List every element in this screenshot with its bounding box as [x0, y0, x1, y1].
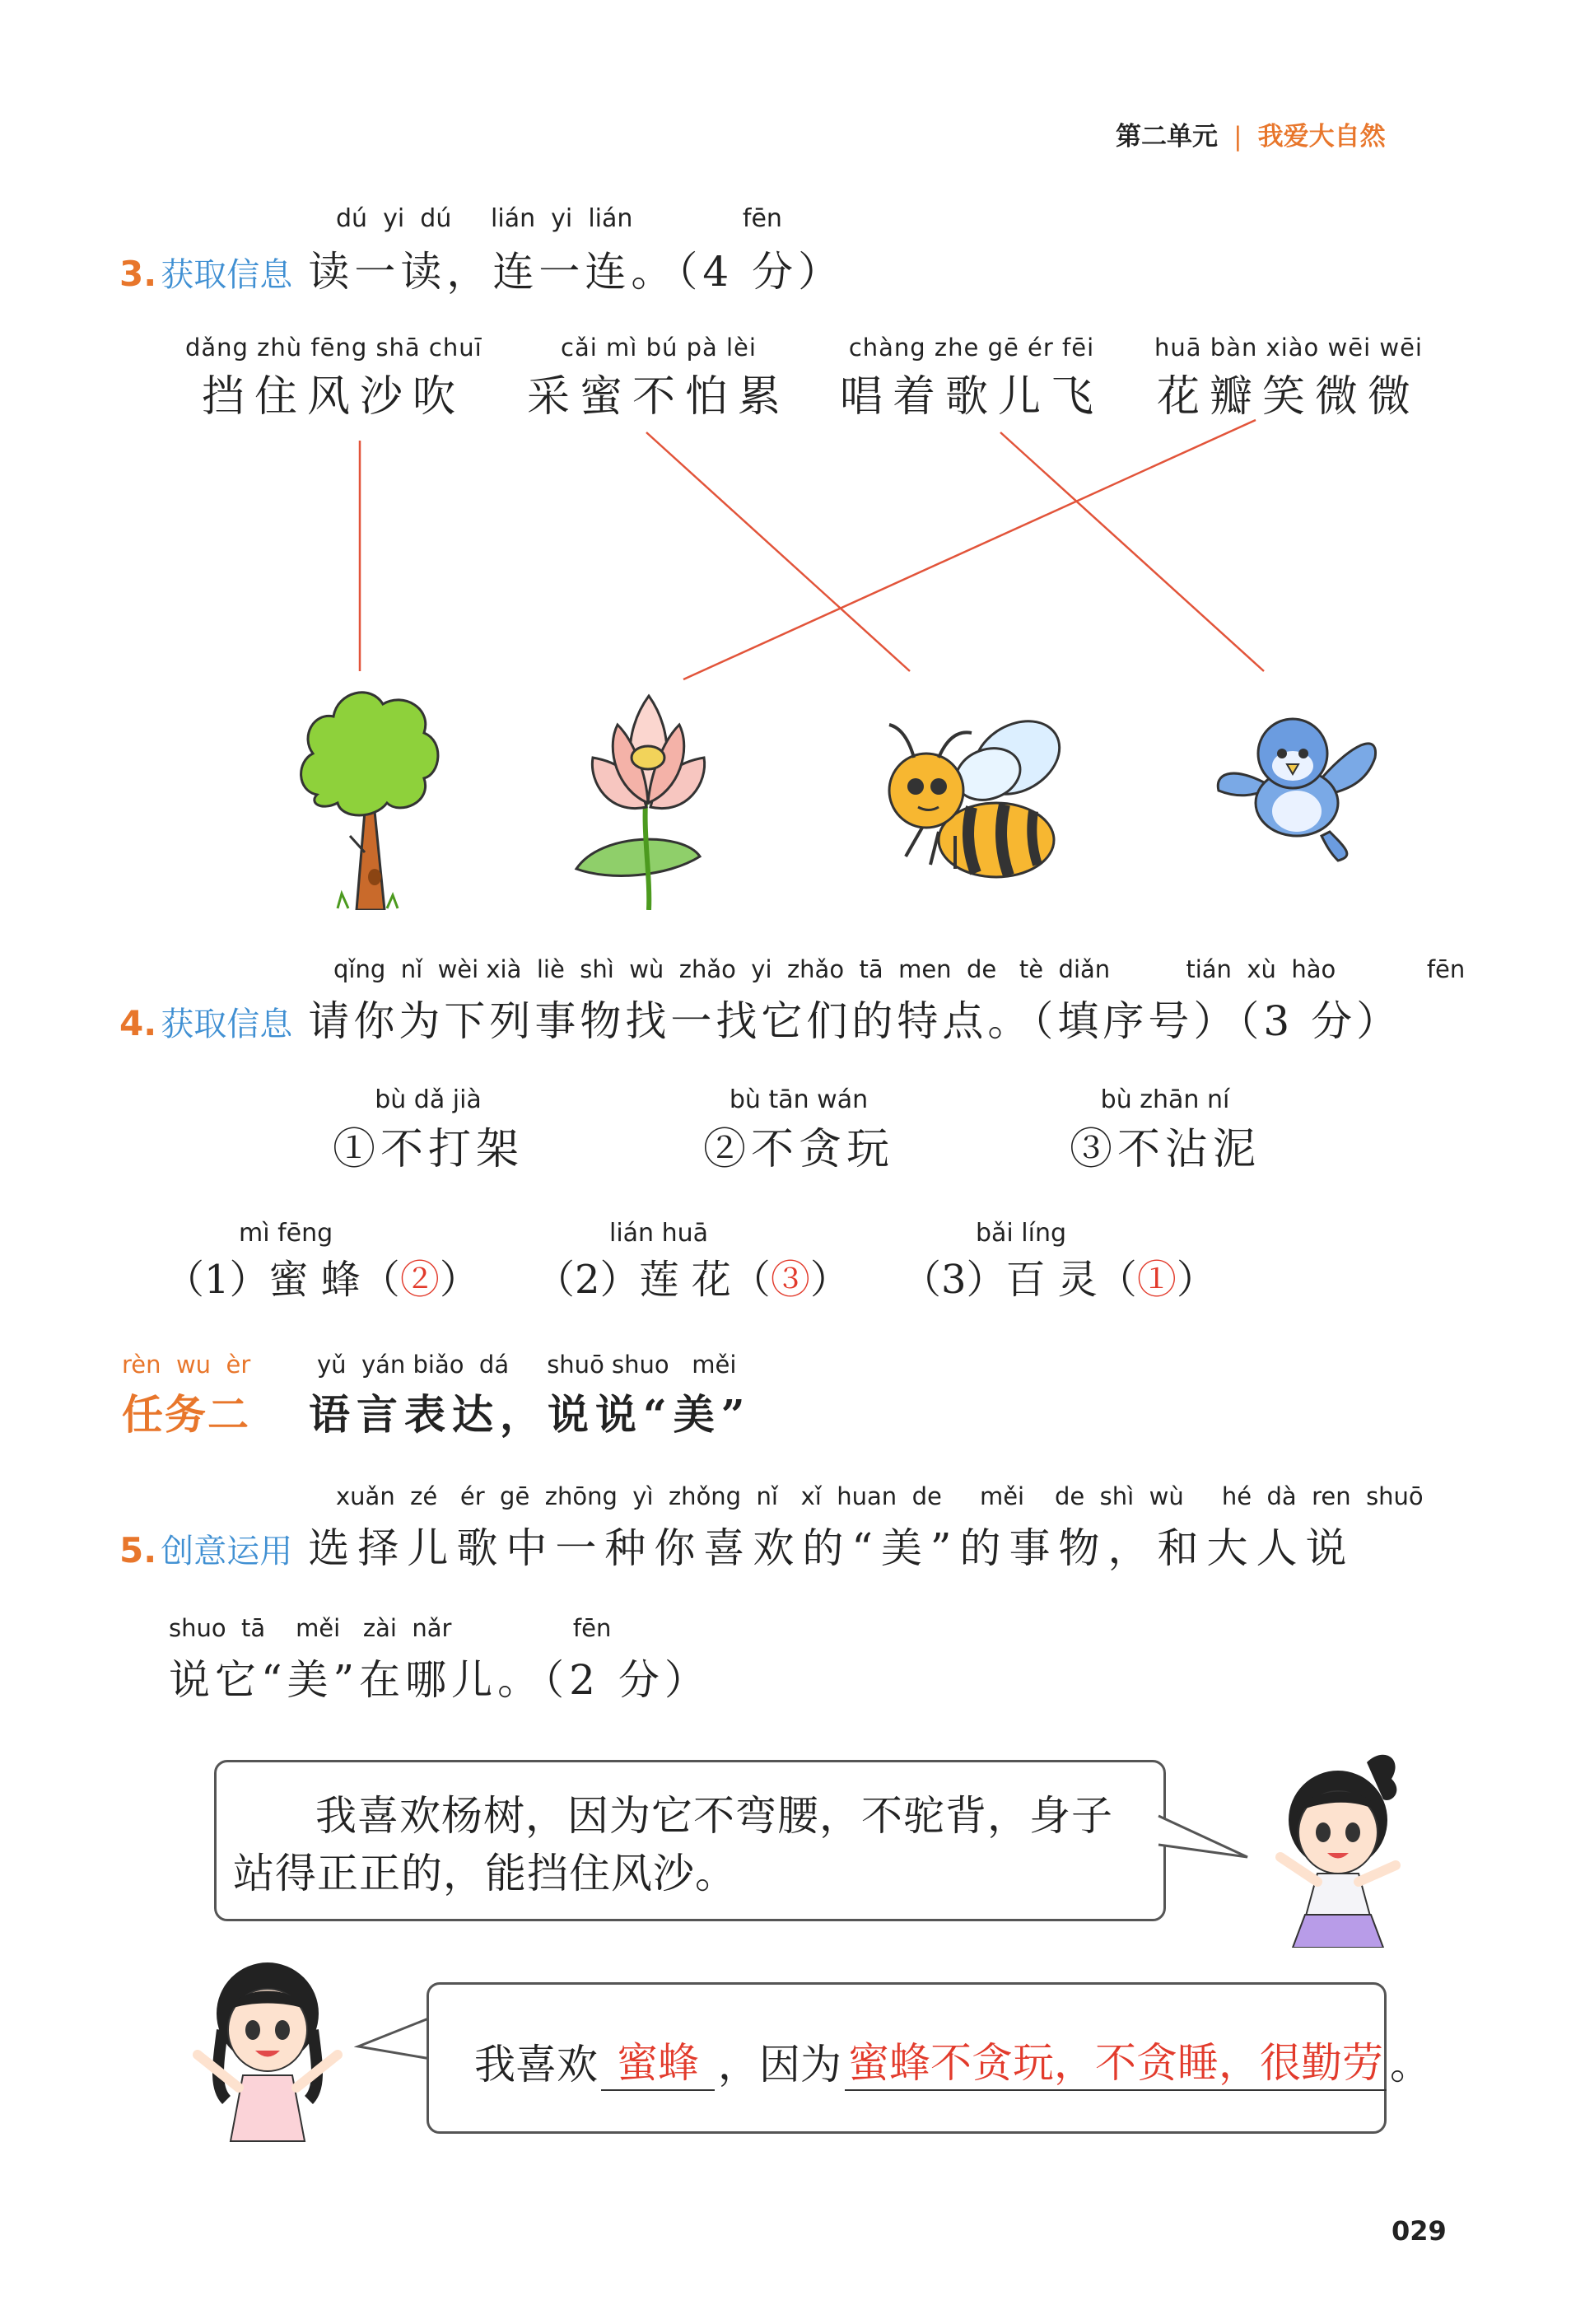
q5-number: 5.	[119, 1530, 157, 1570]
item-1-pinyin: mì fēng	[239, 1219, 333, 1248]
item-2-pinyin: lián huā	[609, 1219, 709, 1248]
q4-heading	[119, 988, 1401, 1048]
q3-number: 3.	[119, 254, 157, 294]
unit-theme: 我爱大自然	[1257, 122, 1386, 152]
tree-icon	[292, 671, 445, 910]
q5-text-2: 说它“美”在哪儿。（2 分）	[169, 1656, 711, 1704]
option-1-pinyin: bù dǎ jià	[375, 1085, 482, 1114]
example-bubble-tail	[1157, 1808, 1256, 1874]
phrase-4-pinyin: huā bàn xiào wēi wēi	[1154, 334, 1423, 362]
line-phrase4-lotus	[683, 420, 1256, 679]
item-3-pinyin: bǎi líng	[976, 1219, 1067, 1248]
line-phrase2-bee	[646, 432, 910, 671]
q4-tag: 获取信息	[161, 1006, 293, 1043]
line-phrase3-bird	[1000, 432, 1264, 671]
q5-pinyin-2: shuo tā měi zài nǎr fēn	[169, 1614, 612, 1642]
answer-bubble-tail	[354, 2014, 432, 2071]
answer-bubble	[427, 1982, 1431, 2134]
page-number: 029	[1392, 2215, 1447, 2247]
lotus-icon	[568, 692, 758, 910]
q3-tag: 获取信息	[161, 256, 293, 294]
q4-option-3	[1042, 1085, 1289, 1176]
girl-avatar-right	[1260, 1742, 1416, 1948]
task2-sub-pinyin: yǔ yán biǎo dá shuō shuo měi	[317, 1351, 737, 1379]
q5-heading	[119, 1515, 1355, 1575]
phrase-2-pinyin: cǎi mì bú pà lèi	[561, 334, 757, 362]
q4-option-1	[305, 1085, 552, 1176]
option-1-hanzi: ①不打架	[332, 1125, 524, 1174]
option-3-hanzi: ③不沾泥	[1069, 1125, 1261, 1174]
bird-icon	[1214, 708, 1379, 865]
answer-reason-blank[interactable]: 蜜蜂不贪玩，不贪睡，很勤劳	[845, 2030, 1387, 2091]
item-2-answer[interactable]: ③	[770, 1257, 810, 1303]
answer-line	[474, 2030, 1431, 2091]
item-1-close: ）	[439, 1257, 479, 1303]
example-bubble	[214, 1760, 1166, 1921]
task2-subtitle: 语言表达，说说“美”	[309, 1390, 752, 1439]
option-2-pinyin: bù tān wán	[729, 1085, 869, 1114]
q5-text-1: 选择儿歌中一种你喜欢的“美”的事物，和大人说	[308, 1524, 1355, 1572]
option-3-pinyin: bù zhān ní	[1100, 1085, 1230, 1114]
answer-prefix: 我喜欢	[474, 2041, 598, 2088]
q4-number: 4.	[119, 1003, 157, 1043]
q3-pinyin: dú yi dú lián yi lián fēn	[336, 204, 782, 233]
q4-item-2	[535, 1219, 850, 1304]
header-separator: |	[1233, 122, 1242, 152]
q5-tag: 创意运用	[161, 1533, 293, 1570]
q3-text: 读一读，连一连。（4 分）	[308, 248, 845, 296]
unit-label: 第二单元	[1116, 122, 1218, 152]
q4-text: 请你为下列事物找一找它们的特点。（填序号）（3 分）	[308, 997, 1402, 1045]
q4-item-3	[902, 1219, 1216, 1304]
task2-pinyin: rèn wu èr	[122, 1351, 251, 1379]
q5-pinyin-1: xuǎn zé ér gē zhōng yì zhǒng nǐ xǐ huan de měi de shì wù hé dà ren shuō	[336, 1482, 1424, 1510]
item-3-close: ）	[1176, 1257, 1216, 1303]
phrase-4-hanzi: 花瓣笑微微	[1156, 372, 1420, 422]
item-2-label: （2）莲 花（	[535, 1257, 771, 1303]
option-2-hanzi: ②不贪玩	[702, 1125, 894, 1174]
phrase-1-hanzi: 挡住风沙吹	[201, 372, 465, 422]
q4-option-2	[675, 1085, 922, 1176]
phrase-2-hanzi: 采蜜不怕累	[526, 372, 790, 422]
item-2-close: ）	[809, 1257, 850, 1303]
task2-title: 任务二	[122, 1391, 250, 1439]
answer-end: 。	[1390, 2041, 1431, 2088]
item-3-label: （3）百 灵（	[902, 1257, 1137, 1303]
phrase-1-pinyin: dǎng zhù fēng shā chuī	[185, 334, 482, 362]
item-3-answer[interactable]: ①	[1136, 1257, 1177, 1303]
phrase-3-pinyin: chàng zhe gē ér fēi	[848, 334, 1095, 362]
phrase-3-hanzi: 唱着歌儿飞	[839, 372, 1103, 422]
q4-pinyin: qǐng nǐ wèi xià liè shì wù zhǎo yi zhǎo tā men de tè diǎn tián xù hào fēn	[333, 955, 1466, 983]
item-1-answer[interactable]: ②	[399, 1257, 440, 1303]
example-text: 我喜欢杨树，因为它不弯腰，不驼背，身子站得正正的，能挡住风沙。	[233, 1792, 1113, 1897]
item-1-label: （1）蜜 蜂（	[165, 1257, 400, 1303]
girl-avatar-left	[185, 1956, 354, 2145]
bee-icon	[873, 712, 1079, 889]
q4-item-1	[165, 1219, 479, 1304]
answer-mid: ，因为	[718, 2041, 841, 2088]
answer-thing-blank[interactable]: 蜜蜂	[601, 2030, 715, 2091]
